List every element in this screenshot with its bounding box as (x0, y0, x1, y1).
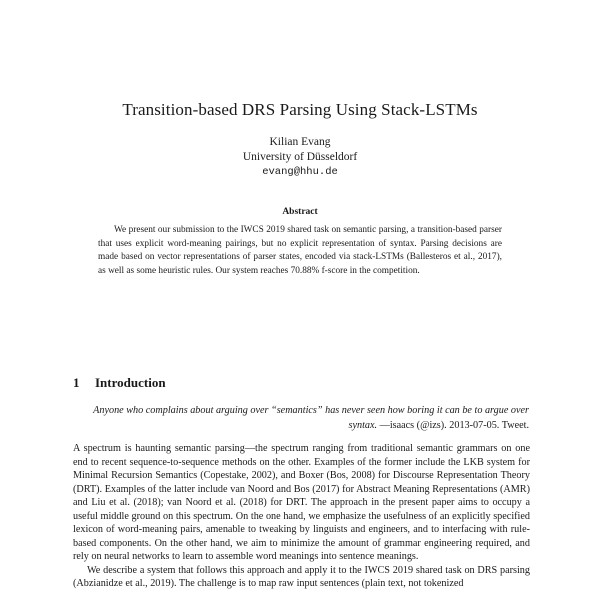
epigraph-quote: Anyone who complains about arguing over “semantics” has never seen how boring it can be to argue over syntax. (93, 405, 529, 431)
body-paragraph-2: We describe a system that follows this approach and apply it to the IWCS 2019 shared task on DRS parsing (Abzianidze et al., 2019). The challenge is to map raw input sentences (plain text, not tokenized (73, 564, 530, 589)
epigraph (73, 404, 529, 433)
abstract-heading: Abstract (282, 207, 318, 217)
author-email: evang@hhu.de (262, 166, 338, 178)
epigraph-attribution: —isaacs (@izs). 2013-07-05. Tweet. (377, 419, 529, 431)
author-name: Kilian Evang (269, 136, 331, 148)
abstract-body (98, 224, 502, 278)
author-affiliation: University of Düsseldorf (242, 151, 358, 163)
paper-title: Transition-based DRS Parsing Using Stack-LSTMs (122, 100, 478, 119)
section-heading (73, 375, 166, 391)
body-paragraph-1: A spectrum is haunting semantic parsing—the spectrum ranging from traditional semantic grammars on one end to recent sequence-to-sequence methods on the other. Examples of the former include the LKB system for Minimal Recursion Semantics (Copestake, 2002), and Boxer (Bos, 2008) for Discourse Representation Theory (DRT). Examples of the latter include van Noord and Bos (2017) for Abstract Meaning Representations (AMR) and Liu et al. (2018); van Noord et al. (2018) for DRT. The approach in the present paper aims to occupy a useful middle ground on this spectrum. On the one hand, we emphasize the usefulness of an explicitly specified lexicon of word-meaning pairs, amenable to tweaking by linguists and engineers, and to interfacing with rule-based components. On the other hand, we aim to minimize the amount of grammar engineering required, and rely on neural networks to learn to assemble word meanings into sentence meanings. (73, 443, 530, 562)
section-number: 1 (73, 375, 80, 390)
abstract-text: We present our submission to the IWCS 2019 shared task on semantic parsing, a transition-based parser that uses explicit word-meaning pairings, but no explicit representation of syntax. Parsing decisions are made based on vector representations of parser states, encoded via stack-LSTMs (Ballesteros et al., 2017), as well as some heuristic rules. Our system reaches 70.88% f-score in the competition. (98, 225, 502, 276)
section-body (73, 442, 530, 591)
section-title: Introduction (95, 375, 166, 390)
